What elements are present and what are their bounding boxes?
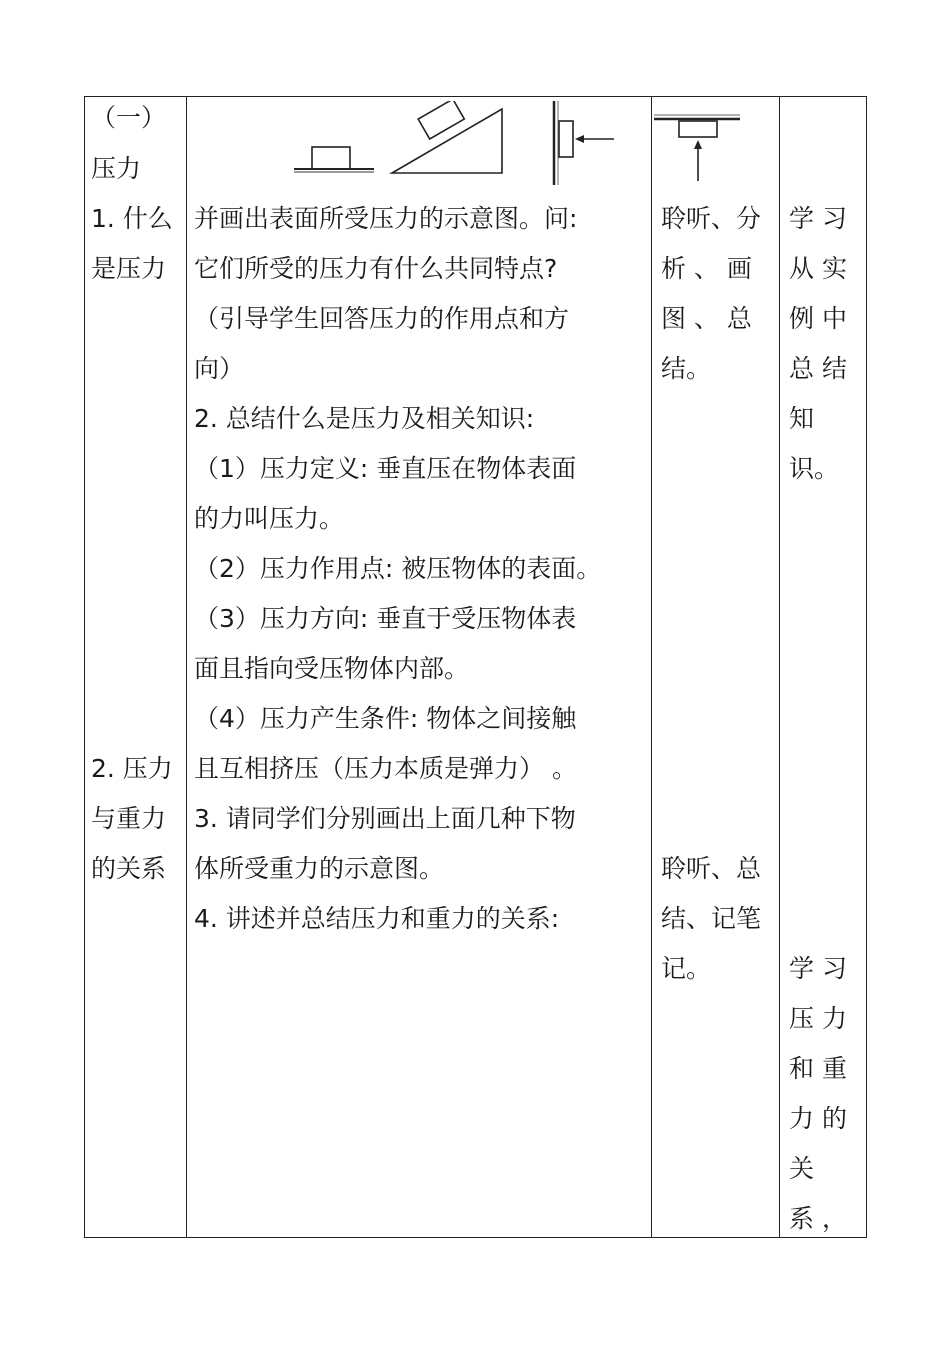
topic-line: 压力 <box>91 154 142 183</box>
topic-column <box>85 97 186 1237</box>
activity-line: 并画出表面所受压力的示意图。问: <box>194 204 578 233</box>
student-line: 聆听、总 <box>661 854 762 883</box>
intent-line: 从 实 <box>789 254 847 283</box>
block-against-wall-figure <box>554 101 614 185</box>
student-activity-column <box>651 97 779 1237</box>
activity-line: 4. 讲述并总结压力和重力的关系: <box>194 904 560 933</box>
block-on-floor-figure <box>294 147 374 172</box>
student-line: 记。 <box>661 954 712 983</box>
lesson-table <box>84 96 867 1238</box>
intent-line: 例 中 <box>789 304 847 333</box>
student-line: 结、记笔 <box>661 904 762 933</box>
activity-line: （1）压力定义: 垂直压在物体表面 <box>194 454 577 483</box>
activity-line: 2. 总结什么是压力及相关知识: <box>194 404 535 433</box>
intent-line: 和 重 <box>789 1054 847 1083</box>
topic-line: 与重力 <box>91 804 167 833</box>
activity-line: 体所受重力的示意图。 <box>194 854 445 883</box>
block-on-incline-figure <box>392 101 502 173</box>
design-intent-column <box>779 97 868 1237</box>
intent-line: 学 习 <box>789 204 847 233</box>
activity-line: 且互相挤压（压力本质是弹力） 。 <box>194 754 577 783</box>
intent-line: 系 ， <box>789 1204 847 1233</box>
topic-line: （一） <box>91 103 167 132</box>
activity-line: （3）压力方向: 垂直于受压物体表 <box>194 604 577 633</box>
intent-line: 学 习 <box>789 954 847 983</box>
activity-line: （4）压力产生条件: 物体之间接触 <box>194 704 577 733</box>
intent-line: 关 <box>789 1154 815 1183</box>
student-line: 图 、 总 <box>661 304 752 333</box>
topic-line: 的关系 <box>91 854 167 883</box>
intent-line: 压 力 <box>789 1004 847 1033</box>
intent-line: 知 <box>789 404 815 433</box>
activity-line: 的力叫压力。 <box>194 504 345 533</box>
student-line: 析 、 画 <box>661 254 752 283</box>
teacher-activity-column <box>186 97 651 1237</box>
topic-line: 1. 什么 <box>91 204 173 233</box>
activity-line: 面且指向受压物体内部。 <box>194 654 470 683</box>
intent-line: 识。 <box>789 454 840 483</box>
activity-line: 它们所受的压力有什么共同特点? <box>194 254 558 283</box>
activity-line: （2）压力作用点: 被压物体的表面。 <box>194 554 602 583</box>
activity-line: 3. 请同学们分别画出上面几种下物 <box>194 804 576 833</box>
intent-line: 总 结 <box>789 354 847 383</box>
topic-line: 2. 压力 <box>91 754 173 783</box>
student-line: 结。 <box>661 354 712 383</box>
topic-line: 是压力 <box>91 254 167 283</box>
student-line: 聆听、分 <box>661 204 762 233</box>
activity-line: 向） <box>194 354 245 383</box>
activity-line: （引导学生回答压力的作用点和方 <box>194 304 570 333</box>
intent-line: 力 的 <box>789 1104 847 1133</box>
